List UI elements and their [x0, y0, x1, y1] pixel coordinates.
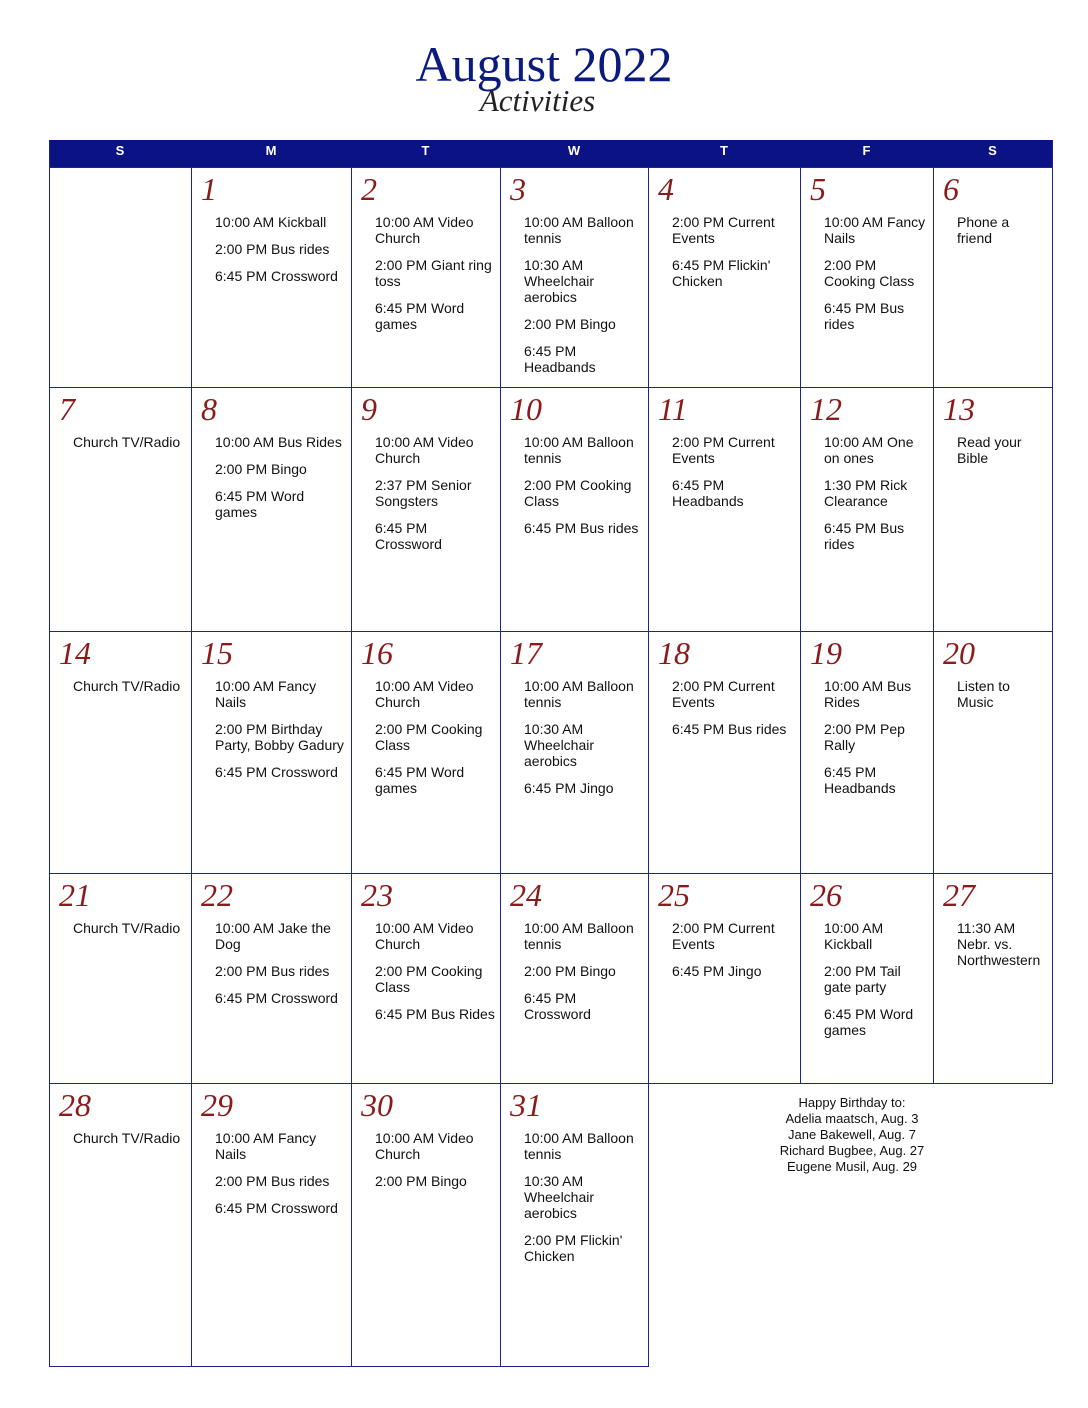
day-number: 27	[943, 877, 975, 913]
activity-list	[375, 1130, 496, 1200]
activity-item: 10:00 AM Video Church	[375, 1130, 474, 1162]
activity-item: 6:45 PM Headbands	[524, 343, 596, 375]
activity-item: 6:45 PM Crossword	[375, 520, 442, 552]
day-number: 31	[510, 1087, 542, 1123]
day-number: 22	[201, 877, 233, 913]
activity-item: 6:45 PM Jingo	[524, 780, 614, 796]
day-cell	[351, 1083, 500, 1366]
day-cell	[500, 387, 648, 631]
activity-list	[957, 434, 1048, 477]
activity-item: 2:00 PM Bus rides	[215, 1173, 330, 1189]
activity-item: 2:00 PM Bingo	[524, 963, 616, 979]
page-subtitle: Activities	[479, 83, 596, 118]
activity-item: 10:00 AM Video Church	[375, 678, 474, 710]
day-number: 6	[943, 171, 959, 207]
activity-item: 6:45 PM Bus rides	[824, 300, 905, 332]
activity-list	[215, 920, 347, 1017]
activity-item: 2:00 PM Current Events	[672, 920, 775, 952]
activity-item: 10:30 AM Wheelchair aerobics	[524, 721, 595, 769]
activity-item: 10:00 AM Fancy Nails	[215, 678, 317, 710]
activity-list	[73, 1130, 187, 1157]
activity-item: Phone a friend	[957, 214, 1010, 246]
day-number: 2	[361, 171, 377, 207]
activity-item: 10:30 AM Wheelchair aerobics	[524, 257, 595, 305]
day-number: 4	[658, 171, 674, 207]
activity-list	[824, 678, 929, 807]
day-number: 20	[943, 635, 975, 671]
day-cell	[500, 873, 648, 1083]
activity-item: Read your Bible	[957, 434, 1022, 466]
activity-item: 2:00 PM Cooking Class	[375, 963, 483, 995]
day-cell	[191, 387, 351, 631]
activity-list	[824, 434, 929, 563]
activity-item: 10:00 AM One on ones	[824, 434, 914, 466]
day-cell	[191, 167, 351, 387]
activity-list	[824, 214, 929, 343]
activity-item: 11:30 AM Nebr. vs. Northwestern	[957, 920, 1041, 968]
activity-item: 2:00 PM Cooking Class	[824, 257, 915, 289]
birthday-entry: Adelia maatsch, Aug. 3	[785, 1111, 919, 1126]
activity-list	[375, 920, 496, 1033]
day-number: 13	[943, 391, 975, 427]
weekday-label: F	[862, 143, 871, 158]
activity-item: 6:45 PM Headbands	[672, 477, 744, 509]
grid-line	[500, 167, 501, 1367]
activity-list	[73, 434, 187, 461]
activity-list	[824, 920, 929, 1049]
day-number: 17	[510, 635, 542, 671]
day-number: 24	[510, 877, 542, 913]
grid-line	[648, 167, 649, 1367]
day-number: 18	[658, 635, 690, 671]
activity-item: 10:00 AM Balloon tennis	[524, 434, 634, 466]
grid-line	[49, 387, 1053, 388]
weekday-header	[49, 140, 1052, 167]
activity-item: Listen to Music	[957, 678, 1010, 710]
grid-line	[49, 1366, 649, 1367]
day-number: 8	[201, 391, 217, 427]
activity-list	[73, 920, 187, 947]
activity-list	[215, 1130, 347, 1227]
activity-list	[375, 214, 496, 343]
activity-list	[957, 678, 1048, 721]
activity-item: 2:00 PM Current Events	[672, 678, 775, 710]
activity-item: Church TV/Radio	[73, 920, 181, 936]
day-number: 30	[361, 1087, 393, 1123]
activity-item: 2:00 PM Bus rides	[215, 241, 330, 257]
activity-item: 2:37 PM Senior Songsters	[375, 477, 472, 509]
activity-item: 6:45 PM Crossword	[215, 1200, 338, 1216]
activity-list	[215, 434, 347, 531]
day-cell	[800, 387, 933, 631]
activity-item: 6:45 PM Bus rides	[672, 721, 787, 737]
activity-item: 2:00 PM Tail gate party	[824, 963, 901, 995]
day-number: 9	[361, 391, 377, 427]
grid-line	[191, 167, 192, 1367]
activity-item: 10:00 AM Bus Rides	[215, 434, 342, 450]
birthday-box	[650, 1095, 1054, 1175]
activity-list	[215, 214, 347, 295]
activity-item: 2:00 PM Bingo	[524, 316, 616, 332]
activity-item: 6:45 PM Crossword	[524, 990, 591, 1022]
day-cell	[351, 873, 500, 1083]
weekday-label: T	[720, 143, 728, 158]
day-cell	[500, 167, 648, 387]
activity-item: 6:45 PM Word games	[824, 1006, 914, 1038]
activity-item: 6:45 PM Crossword	[215, 764, 338, 780]
activity-item: Church TV/Radio	[73, 678, 181, 694]
activity-list	[524, 678, 644, 807]
activity-item: 6:45 PM Word games	[375, 764, 465, 796]
activity-item: Church TV/Radio	[73, 434, 181, 450]
day-cell	[49, 631, 191, 873]
activity-item: Church TV/Radio	[73, 1130, 181, 1146]
birthday-entry: Eugene Musil, Aug. 29	[786, 1159, 918, 1174]
activity-item: 6:45 PM Word games	[215, 488, 305, 520]
day-cell	[648, 631, 800, 873]
activity-item: 6:45 PM Word games	[375, 300, 465, 332]
activity-list	[73, 678, 187, 705]
activity-list	[524, 434, 644, 547]
activity-list	[672, 434, 796, 520]
grid-line	[49, 873, 1053, 874]
weekday-label: M	[265, 143, 277, 158]
weekday-label: S	[988, 143, 997, 158]
weekday-label: W	[567, 143, 581, 158]
grid-line	[1052, 140, 1053, 1084]
activity-item: 6:45 PM Crossword	[215, 268, 338, 284]
activity-list	[215, 678, 347, 791]
day-cell	[500, 1083, 648, 1366]
day-number: 5	[810, 171, 826, 207]
day-number: 28	[59, 1087, 91, 1123]
grid-line	[800, 167, 801, 1084]
activity-item: 2:00 PM Birthday Party, Bobby Gadury	[215, 721, 344, 753]
birthday-entry: Jane Bakewell, Aug. 7	[788, 1127, 916, 1142]
activity-item: 2:00 PM Bingo	[215, 461, 307, 477]
day-number: 3	[510, 171, 526, 207]
activity-item: 10:00 AM Bus Rides	[824, 678, 912, 710]
day-number: 29	[201, 1087, 233, 1123]
day-cell	[351, 631, 500, 873]
activity-list	[672, 678, 796, 748]
activity-item: 6:45 PM Bus rides	[524, 520, 639, 536]
activity-item: 10:00 AM Balloon tennis	[524, 1130, 634, 1162]
day-cell	[800, 873, 933, 1083]
day-number: 25	[658, 877, 690, 913]
day-cell	[500, 631, 648, 873]
day-number: 11	[658, 391, 688, 427]
birthday-list	[650, 1111, 1054, 1175]
activity-list	[524, 920, 644, 1033]
activity-item: 10:00 AM Fancy Nails	[824, 214, 926, 246]
grid-line	[351, 167, 352, 1367]
day-number: 10	[510, 391, 542, 427]
day-cell	[49, 1083, 191, 1366]
grid-line	[49, 140, 50, 1367]
grid-line	[49, 631, 1053, 632]
day-cell	[648, 167, 800, 387]
activity-item: 10:00 AM Kickball	[824, 920, 884, 952]
day-number: 19	[810, 635, 842, 671]
day-cell	[49, 387, 191, 631]
activity-list	[524, 1130, 644, 1275]
activity-item: 6:45 PM Bus rides	[824, 520, 905, 552]
birthday-entry: Richard Bugbee, Aug. 27	[779, 1143, 925, 1158]
day-cell	[933, 167, 1052, 387]
grid-line	[49, 167, 1053, 168]
birthday-heading: Happy Birthday to:	[798, 1095, 906, 1110]
day-cell	[800, 631, 933, 873]
day-number: 7	[59, 391, 75, 427]
grid-line	[49, 1083, 1053, 1084]
day-number: 16	[361, 635, 393, 671]
activity-list	[375, 434, 496, 563]
day-cell	[648, 387, 800, 631]
activity-item: 6:45 PM Crossword	[215, 990, 338, 1006]
day-cell	[191, 1083, 351, 1366]
activity-item: 6:45 PM Bus Rides	[375, 1006, 495, 1022]
activity-item: 6:45 PM Jingo	[672, 963, 762, 979]
activity-item: 10:00 AM Balloon tennis	[524, 678, 634, 710]
day-number: 21	[59, 877, 91, 913]
day-cell	[351, 167, 500, 387]
activity-item: 2:00 PM Current Events	[672, 434, 775, 466]
day-cell	[648, 873, 800, 1083]
activity-item: 1:30 PM Rick Clearance	[824, 477, 908, 509]
activity-item: 2:00 PM Current Events	[672, 214, 775, 246]
activity-item: 10:00 AM Video Church	[375, 434, 474, 466]
day-cell	[933, 873, 1052, 1083]
activity-item: 2:00 PM Cooking Class	[375, 721, 483, 753]
activity-list	[375, 678, 496, 807]
day-cell	[800, 167, 933, 387]
day-cell	[933, 387, 1052, 631]
activity-list	[957, 214, 1048, 257]
day-cell	[191, 631, 351, 873]
activity-item: 2:00 PM Pep Rally	[824, 721, 905, 753]
day-cell	[351, 387, 500, 631]
activity-list	[672, 920, 796, 990]
day-cell	[49, 873, 191, 1083]
activity-item: 10:00 AM Kickball	[215, 214, 327, 230]
day-cell	[933, 631, 1052, 873]
activity-item: 10:00 AM Video Church	[375, 214, 474, 246]
activity-list	[957, 920, 1048, 979]
activity-item: 2:00 PM Bingo	[375, 1173, 467, 1189]
day-number: 15	[201, 635, 233, 671]
day-number: 23	[361, 877, 393, 913]
day-cell	[191, 873, 351, 1083]
activity-item: 6:45 PM Headbands	[824, 764, 896, 796]
activity-item: 2:00 PM Flickin' Chicken	[524, 1232, 623, 1264]
weekday-label: S	[115, 143, 125, 158]
weekday-label: T	[421, 143, 430, 158]
activity-list	[672, 214, 796, 300]
grid-line	[933, 167, 934, 1084]
month-title: August 2022	[415, 36, 673, 92]
activity-item: 2:00 PM Giant ring toss	[375, 257, 492, 289]
activity-item: 2:00 PM Bus rides	[215, 963, 330, 979]
activity-list	[524, 214, 644, 386]
activity-item: 10:30 AM Wheelchair aerobics	[524, 1173, 595, 1221]
activity-item: 10:00 AM Balloon tennis	[524, 214, 634, 246]
day-number: 26	[810, 877, 842, 913]
activity-item: 10:00 AM Balloon tennis	[524, 920, 634, 952]
day-number: 1	[201, 171, 217, 207]
activity-item: 10:00 AM Fancy Nails	[215, 1130, 317, 1162]
activity-item: 10:00 AM Jake the Dog	[215, 920, 331, 952]
activity-item: 6:45 PM Flickin' Chicken	[672, 257, 771, 289]
day-number: 14	[59, 635, 91, 671]
day-number: 12	[810, 391, 842, 427]
activity-item: 2:00 PM Cooking Class	[524, 477, 632, 509]
activity-item: 10:00 AM Video Church	[375, 920, 474, 952]
